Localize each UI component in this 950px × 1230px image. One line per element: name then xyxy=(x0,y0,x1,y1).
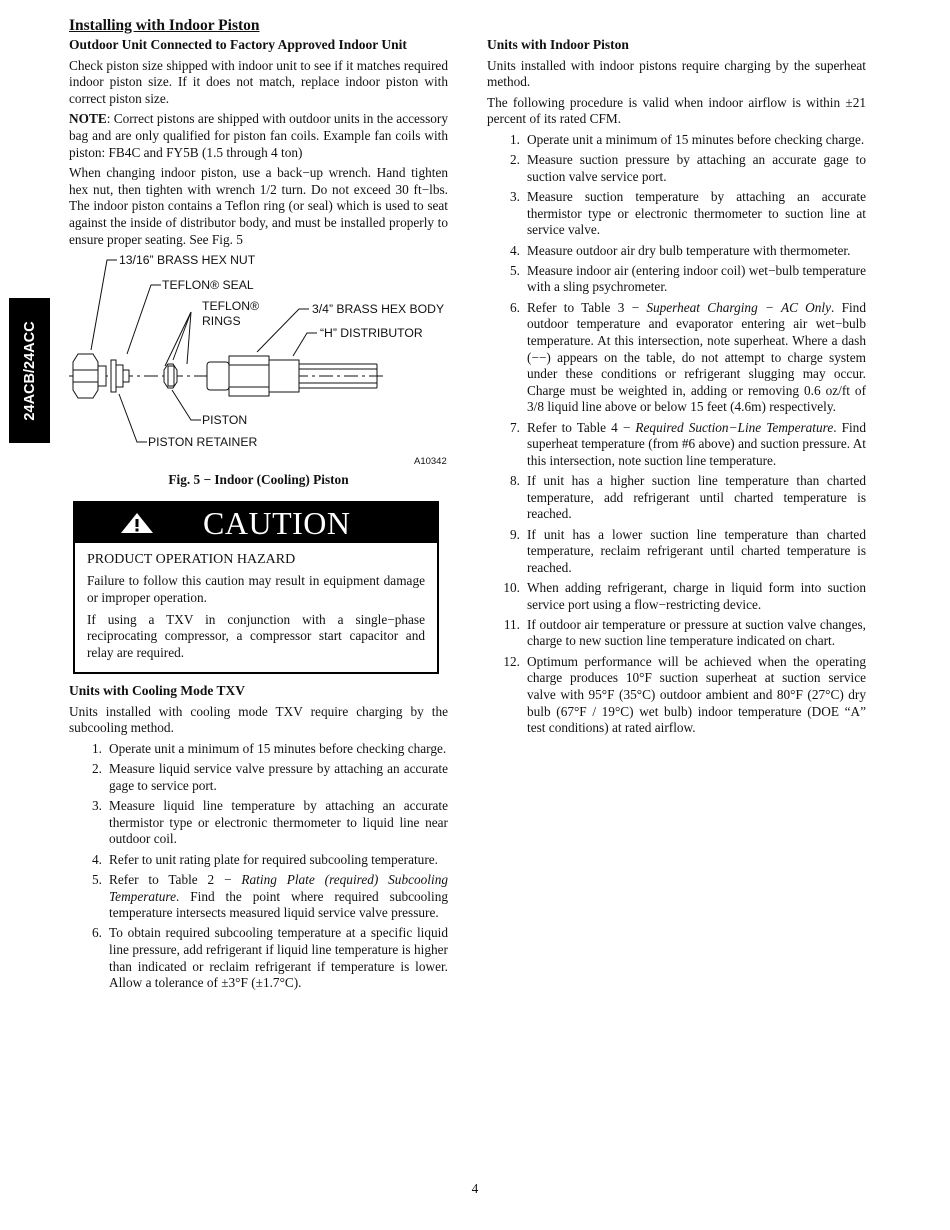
txv-steps-list xyxy=(69,741,448,992)
list-item: 2. Measure suction pressure by attaching an accurate gage to suction valve service port. xyxy=(510,152,866,184)
side-tab-label: 24ACB/24ACC xyxy=(21,320,38,421)
paragraph: Units installed with indoor pistons require charging by the superheat method. xyxy=(487,57,866,90)
list-item: 12. Optimum performance will be achieved when the operating charge produces 10°F suction superheat at suction service valve with 95°F (35°C) outdoor ambient and 80°F (27°C) dry bulb (67°F / 19°C) wet bulb) indoor temperature (DOE “A” test conditions) at rated airflow. xyxy=(503,653,866,736)
list-item: 5. Refer to Table 2 − Rating Plate (required) Subcooling Temperature. Find the point where required subcooling temperature intersects measured liquid service valve pressure. xyxy=(92,871,448,921)
note-paragraph xyxy=(69,111,448,161)
caution-body xyxy=(75,543,437,673)
list-item: 6. Refer to Table 3 − Superheat Charging − AC Only. Find outdoor temperature and evaporator entering air wet−bulb temperature. At this intersection, note superheat. Where a dash (−−) appears on the table, do not attempt to charge system under these conditions or refrigerant slugging may occur. Charge must be weighted in, adding or removing 0.6 oz/ft of 3/8 liquid line above or below 15 feet (4.6m) respectively. xyxy=(510,299,866,415)
paragraph: The following procedure is valid when indoor airflow is within ±21 percent of its rated CFM. xyxy=(487,94,866,127)
list-item: 4. Measure outdoor air dry bulb temperature with thermometer. xyxy=(510,242,851,258)
paragraph: Check piston size shipped with indoor unit to see if it matches required indoor piston size. If it does not match, replace indoor piston with correct piston size. xyxy=(69,57,448,106)
page-number: 4 xyxy=(471,1181,479,1196)
paragraph: When changing indoor piston, use a back−up wrench. Hand tighten hex nut, then tighten with wrench 1/2 turn. Do not exceed 30 ft−lbs. The indoor piston contains a Teflon ring (or seal) which is used to seat against the inside of distributor body, and must be installed properly to ensure proper seating. See Fig. 5 xyxy=(69,165,448,247)
list-item: 6. To obtain required subcooling temperature at a specific liquid line pressure, add refrigerant if liquid line temperature is higher than indicated or reclaim refrigerant if temperature is lower. Allow a tolerance of ±3°F (±1.7°C). xyxy=(92,925,448,991)
caution-header xyxy=(75,503,437,543)
list-item: 1. Operate unit a minimum of 15 minutes before checking charge. xyxy=(92,741,447,757)
list-item: 10. When adding refrigerant, charge in liquid form into suction service port using a flow−restricting device. xyxy=(503,580,866,612)
list-item: 3. Measure liquid line temperature by attaching an accurate thermistor type or electronic thermometer to liquid line near outdoor coil. xyxy=(92,798,448,847)
label-teflon-seal: TEFLON® SEAL xyxy=(162,278,254,293)
side-tab xyxy=(9,298,50,443)
label-piston-retainer: PISTON RETAINER xyxy=(148,435,258,450)
list-item: 7. Refer to Table 4 − Required Suction−Line Temperature. Find superheat temperature (from #6 above) and suction pressure. At this intersection, note suction line temperature. xyxy=(510,419,866,468)
piston-figure xyxy=(69,252,448,467)
label-hex-body: 3/4” BRASS HEX BODY xyxy=(312,302,445,317)
caution-title: CAUTION xyxy=(203,504,351,541)
label-piston: PISTON xyxy=(202,413,248,428)
label-distributor: “H” DISTRIBUTOR xyxy=(320,326,423,341)
section-title: Installing with Indoor Piston xyxy=(69,17,260,34)
right-column xyxy=(487,37,866,740)
hazard-title: PRODUCT OPERATION HAZARD xyxy=(87,551,296,567)
list-item: 8. If unit has a higher suction line temperature than charted temperature, add refrigerant until charted temperature is reached. xyxy=(510,473,866,522)
label-teflon-rings-line2: RINGS xyxy=(202,314,241,329)
list-item: 11. If outdoor air temperature or pressure at suction valve changes, charge to new suction line temperature indicated on chart. xyxy=(503,616,866,649)
note-text: : Correct pistons are shipped with outdoor units in the accessory bag and are only qualified for piston fan coils. Example fan coils with piston: FB4C and FY5B (1.5 through 4 ton) xyxy=(69,111,448,160)
warning-triangle-icon xyxy=(120,512,154,534)
caution-paragraph: Failure to follow this caution may result in equipment damage or improper operation. xyxy=(87,573,425,605)
txv-intro: Units installed with cooling mode TXV require charging by the subcooling method. xyxy=(69,703,448,736)
list-item: 5. Measure indoor air (entering indoor coil) wet−bulb temperature with a sling psychrometer. xyxy=(510,262,866,295)
list-item: 1. Operate unit a minimum of 15 minutes before checking charge. xyxy=(510,131,865,147)
list-item: 4. Refer to unit rating plate for required subcooling temperature. xyxy=(92,851,438,867)
piston-diagram xyxy=(69,252,448,467)
caution-box xyxy=(73,501,439,675)
list-item: 3. Measure suction temperature by attaching an accurate thermistor type or electronic thermometer to suction line at service valve. xyxy=(510,189,866,238)
piston-heading: Units with Indoor Piston xyxy=(487,37,629,52)
figure-code: A10342 xyxy=(414,456,447,468)
label-hex-nut: 13/16” BRASS HEX NUT xyxy=(119,253,256,268)
left-column xyxy=(69,16,448,996)
caution-paragraph: If using a TXV in conjunction with a single−phase reciprocating compressor, a compressor start capacitor and relay are required. xyxy=(87,611,425,660)
figure-caption: Fig. 5 − Indoor (Cooling) Piston xyxy=(168,472,349,488)
piston-steps-list xyxy=(487,132,866,737)
list-item: 9. If unit has a lower suction line temperature than charted temperature, reclaim refrigerant until charted temperature is reached. xyxy=(510,526,866,575)
txv-heading: Units with Cooling Mode TXV xyxy=(69,683,246,699)
note-label: NOTE xyxy=(69,111,107,127)
label-teflon-rings-line1: TEFLON® xyxy=(202,299,260,314)
subsection-title: Outdoor Unit Connected to Factory Approved Indoor Unit xyxy=(69,37,407,52)
list-item: 2. Measure liquid service valve pressure by attaching an accurate gage to service port. xyxy=(92,761,448,793)
